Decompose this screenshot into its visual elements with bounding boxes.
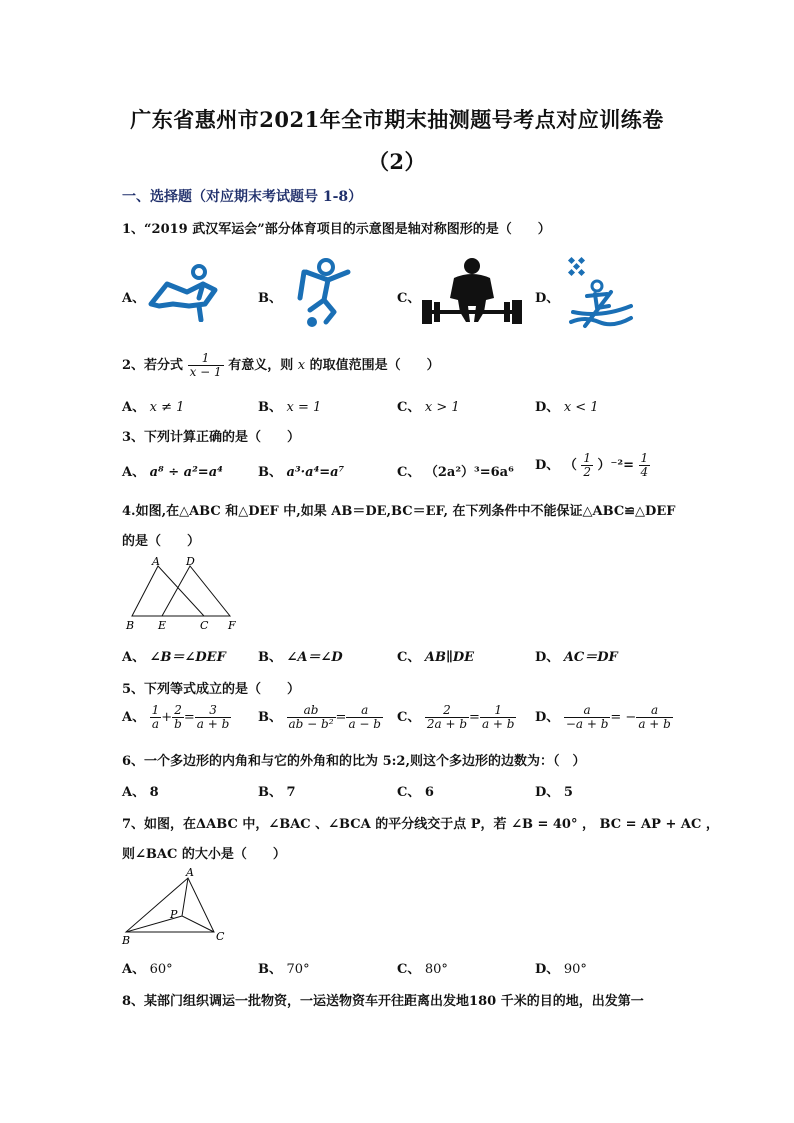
q4-option-b-value: ∠A＝∠D [286,650,343,665]
q5-b-f2-den: a − b [348,717,381,731]
q5-a-f2-den: b [174,717,182,731]
q5-c-f1-num: 2 [425,704,469,718]
q5-d-f2-num: a [636,704,673,718]
q5-a-eq: = [183,710,195,725]
q5-c-eq: = [469,710,480,725]
q4-option-d-label: D、 [535,650,560,665]
q3-option-c-value: （2a²）³=6a⁶ [424,465,514,480]
q6-option-a-value: 8 [149,785,159,800]
question-1-text: 1、“2019 武汉军运会”部分体育项目的示意图是轴对称图形的是（ ） [122,222,551,237]
q5-a-f1-den: a [151,717,160,731]
q5-b-f1-num: ab [287,704,336,718]
question-4-text-line2: 的是（ ） [122,534,201,549]
q3-option-b-value: a³·a⁴=a⁷ [286,465,345,480]
q2-option-d-value: x < 1 [563,400,599,415]
q5-b-f1-den: ab − b² [288,717,334,731]
q3-option-d-mid: ）⁻²= [597,458,634,473]
q5-option-a [122,704,231,731]
q3-d-frac2-num: 1 [640,451,649,465]
q2-fraction-numerator: 1 [188,352,224,366]
section-heading: 一、选择题（对应期末考试题号 1-8） [122,189,363,205]
q6-option-c [397,781,434,800]
q4-option-b-label: B、 [258,650,282,665]
q3-d-frac-num: 1 [583,451,591,465]
question-4-text-line1: 4.如图,在△ABC 和△DEF 中,如果 AB＝DE,BC＝EF, 在下列条件中不能保证△ABC≌△DEF [122,504,676,519]
q5-b-eq: = [335,710,347,725]
q2-option-c [397,396,460,415]
q3-option-a-label: A、 [122,465,146,480]
q5-d-f2-den: a + b [638,717,671,731]
q7-option-b [258,958,310,977]
label-a: A [152,555,160,568]
q4-option-c-label: C、 [397,650,421,665]
q4-option-d-value: AC＝DF [563,650,618,665]
q2-suffix: 的取值范围是（ ） [309,358,440,373]
label-f: F [228,619,236,632]
q5-option-c [397,704,516,731]
q7-option-b-value: 70° [286,962,310,977]
q4-option-c-value: AB∥DE [424,650,475,665]
q4-option-d [535,646,618,665]
question-7-text-line2: 则∠BAC 的大小是（ ） [122,847,286,862]
q2-option-c-label: C、 [397,400,421,415]
q3-option-d-fraction-2 [639,452,651,479]
q3-d-frac-den: 2 [583,465,591,479]
q7-option-c [397,958,448,977]
q3-d-frac2-den: 4 [640,465,649,479]
q7-option-a-label: A、 [122,962,146,977]
label-c-q7: C [216,930,225,943]
q6-option-c-value: 6 [424,785,434,800]
triangle-def [162,566,230,616]
q4-option-c [397,646,474,665]
q5-d-eq: = − [610,710,637,725]
q6-option-b-value: 7 [286,785,296,800]
equestrian-icon [145,262,225,322]
triangle-abc-q7 [126,878,214,932]
q7-option-c-value: 80° [424,962,448,977]
question-3-text: 3、下列计算正确的是（ ） [122,430,301,445]
label-a-q7: A [186,866,194,879]
q5-b-f2-num: a [346,704,383,718]
q5-option-d-label: D、 [535,710,560,725]
q3-option-a [122,461,223,480]
q6-option-c-label: C、 [397,785,421,800]
q7-option-d-value: 90° [563,962,587,977]
q2-option-b [258,396,321,415]
q5-a-f3-den: a + b [196,717,230,731]
q6-option-b-label: B、 [258,785,282,800]
q2-option-d-label: D、 [535,400,560,415]
football-icon [290,258,360,330]
q3-option-d-fraction [581,452,593,479]
q3-option-b [258,461,344,480]
q7-option-b-label: B、 [258,962,282,977]
q6-option-a-label: A、 [122,785,146,800]
question-7-text-line1: 7、如图，在ΔABC 中，∠BAC 、∠BCA 的平分线交于点 P，若 ∠B = 40° ， BC = AP + AC ， [122,817,719,832]
q6-option-d-value: 5 [563,785,573,800]
q3-option-c-label: C、 [397,465,421,480]
label-e: E [158,619,167,632]
q5-d-f1-den: −a + b [565,717,609,731]
q2-option-a-label: A、 [122,400,146,415]
q4-option-b [258,646,343,665]
q2-prefix: 2、若分式 [122,358,184,373]
q5-c-f1-den: 2a + b [426,717,468,731]
label-b: B [126,619,135,632]
q2-option-a [122,396,184,415]
q6-option-b [258,781,296,800]
q2-option-b-value: x = 1 [286,400,322,415]
q6-option-a [122,781,159,800]
q5-d-f1-num: a [564,704,611,718]
question-5-text: 5、下列等式成立的是（ ） [122,682,301,697]
q5-a-f2-num: 2 [172,704,184,718]
triangle-abc [132,566,204,616]
label-p: P [170,908,178,921]
question-2-text [122,352,440,379]
q2-option-d [535,396,599,415]
q6-option-d [535,781,573,800]
q3-option-a-value: a⁸ ÷ a²=a⁴ [149,465,223,480]
q1-option-c-label: C、 [397,291,421,306]
q3-option-c [397,461,514,480]
q7-option-c-label: C、 [397,962,421,977]
q2-fraction [188,352,224,379]
q7-option-d [535,958,587,977]
q2-variable: x [297,358,306,373]
q2-middle: 有意义，则 [228,358,294,373]
q5-c-f2-den: a + b [481,717,515,731]
q3-option-b-label: B、 [258,465,282,480]
q7-option-a [122,958,173,977]
q4-triangle-figure [122,554,242,632]
weightlifting-icon [420,256,524,328]
q7-triangle-figure [118,866,238,950]
q2-option-b-label: B、 [258,400,282,415]
q3-option-d-open: （ [563,458,577,473]
q5-a-f3-num: 3 [195,704,232,718]
q3-option-d-label: D、 [535,458,560,473]
label-c: C [200,619,209,632]
q5-option-c-label: C、 [397,710,421,725]
q5-option-b-label: B、 [258,710,282,725]
angle-bisectors [182,878,214,932]
question-8-text: 8、某部门组织调运一批物资，一运送物资车开往距离出发地180 千米的目的地，出发第一 [122,994,644,1009]
label-d: D [186,555,195,568]
q4-option-a-label: A、 [122,650,146,665]
q5-a-op: + [161,710,173,725]
q5-a-f1-num: 1 [151,703,160,717]
canoeing-icon [565,256,637,330]
label-b-q7: B [122,934,131,947]
q2-option-a-value: x ≠ 1 [149,400,185,415]
page-title: 广东省惠州市2021年全市期末抽测题号考点对应训练卷 [130,107,664,132]
q7-option-d-label: D、 [535,962,560,977]
q1-option-d-label: D、 [535,291,560,306]
q1-option-a-label: A、 [122,291,146,306]
q5-option-b [258,704,383,731]
q2-option-c-value: x > 1 [424,400,460,415]
q4-option-a-value: ∠B＝∠DEF [149,650,226,665]
q2-fraction-denominator: x − 1 [189,365,222,379]
q6-option-d-label: D、 [535,785,560,800]
page-title-number: （2） [367,149,427,174]
q5-c-f2-num: 1 [480,704,517,718]
q5-option-a-label: A、 [122,710,146,725]
q5-option-d [535,704,673,731]
q4-option-a [122,646,226,665]
question-6-text: 6、一个多边形的内角和与它的外角和的比为 5:2,则这个多边形的边数为：（ ） [122,754,586,769]
q7-option-a-value: 60° [149,962,173,977]
q3-option-d [535,452,650,479]
q1-option-b-label: B、 [258,291,282,306]
